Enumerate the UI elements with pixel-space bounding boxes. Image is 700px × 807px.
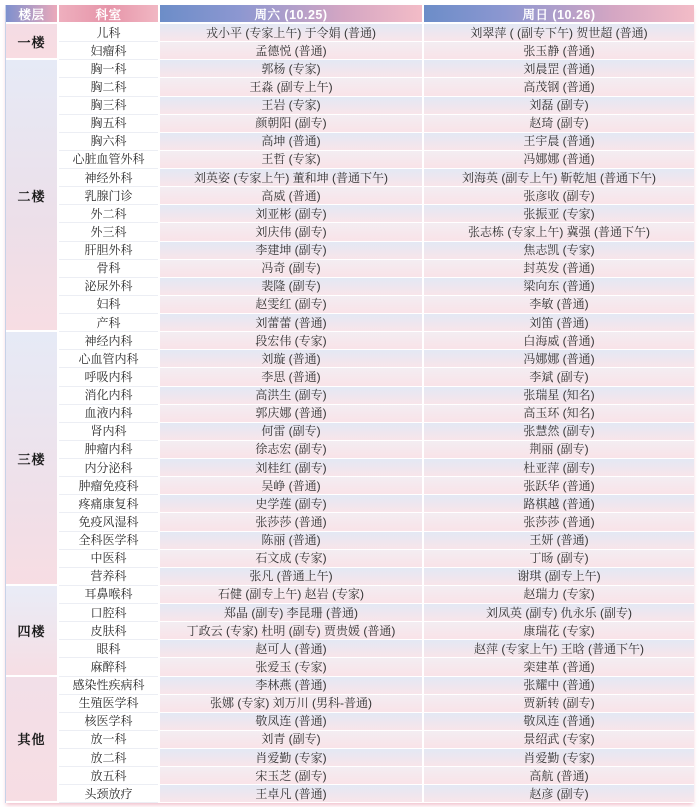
department-cell: 肿瘤免疫科 <box>59 477 158 495</box>
floor-group <box>6 332 694 586</box>
saturday-cell: 张爱玉 (专家) <box>160 658 422 676</box>
floor-label: 其他 <box>6 677 57 804</box>
department-cell: 眼科 <box>59 640 158 658</box>
schedule-row <box>59 187 694 205</box>
department-cell: 免疫风湿科 <box>59 513 158 531</box>
saturday-cell: 宋玉芝 (副专) <box>160 767 422 785</box>
sunday-cell: 杜亚萍 (副专) <box>424 459 694 477</box>
department-cell: 中医科 <box>59 550 158 568</box>
schedule-row <box>59 658 694 676</box>
schedule-table <box>5 5 694 803</box>
saturday-cell: 李思 (普通) <box>160 368 422 386</box>
schedule-row <box>59 260 694 278</box>
sunday-cell: 刘凤英 (副专) 仇永乐 (副专) <box>424 604 694 622</box>
saturday-cell: 王淼 (副专上午) <box>160 78 422 96</box>
schedule-row <box>59 78 694 96</box>
department-cell: 神经内科 <box>59 332 158 350</box>
sunday-cell: 冯娜娜 (普通) <box>424 350 694 368</box>
department-cell: 泌尿外科 <box>59 278 158 296</box>
department-cell: 胸二科 <box>59 78 158 96</box>
department-cell: 儿科 <box>59 24 158 42</box>
header-sunday: 周日 (10.26) <box>424 5 694 22</box>
schedule-row <box>59 459 694 477</box>
schedule-row <box>59 223 694 241</box>
sunday-cell: 丁旸 (副专) <box>424 550 694 568</box>
sunday-cell: 赵萍 (专家上午) 王晗 (普通下午) <box>424 640 694 658</box>
saturday-cell: 丁政云 (专家) 杜明 (副专) 贾贵媛 (普通) <box>160 622 422 640</box>
saturday-cell: 石健 (副专上午) 赵岩 (专家) <box>160 586 422 604</box>
department-cell: 内分泌科 <box>59 459 158 477</box>
schedule-row <box>59 568 694 586</box>
saturday-cell: 刘庆伟 (副专) <box>160 223 422 241</box>
schedule-row <box>59 441 694 459</box>
floor-group <box>6 60 694 332</box>
sunday-cell: 李敏 (普通) <box>424 296 694 314</box>
saturday-cell: 刘青 (副专) <box>160 731 422 749</box>
saturday-cell: 王哲 (专家) <box>160 151 422 169</box>
sunday-cell: 赵琦 (副专) <box>424 115 694 133</box>
department-cell: 血液内科 <box>59 405 158 423</box>
saturday-cell: 刘蕾蕾 (普通) <box>160 314 422 332</box>
department-cell: 口腔科 <box>59 604 158 622</box>
saturday-cell: 李林燕 (普通) <box>160 677 422 695</box>
department-cell: 心血管内科 <box>59 350 158 368</box>
saturday-cell: 王岩 (专家) <box>160 97 422 115</box>
saturday-cell: 戎小平 (专家上午) 于令娟 (普通) <box>160 24 422 42</box>
schedule-row <box>59 278 694 296</box>
saturday-cell: 赵可人 (普通) <box>160 640 422 658</box>
schedule-row <box>59 296 694 314</box>
header-saturday: 周六 (10.25) <box>160 5 422 22</box>
department-cell: 营养科 <box>59 568 158 586</box>
sunday-cell: 赵瑞力 (专家) <box>424 586 694 604</box>
schedule-row <box>59 423 694 441</box>
saturday-cell: 颜朝阳 (副专) <box>160 115 422 133</box>
sunday-cell: 冯娜娜 (普通) <box>424 151 694 169</box>
sunday-cell: 刘笛 (普通) <box>424 314 694 332</box>
saturday-cell: 高洪生 (副专) <box>160 387 422 405</box>
schedule-row <box>59 677 694 695</box>
department-cell: 妇瘤科 <box>59 42 158 60</box>
saturday-cell: 史学莲 (副专) <box>160 495 422 513</box>
sunday-cell: 张玉静 (普通) <box>424 42 694 60</box>
sunday-cell: 敬凤连 (普通) <box>424 713 694 731</box>
sunday-cell: 张莎莎 (普通) <box>424 513 694 531</box>
sunday-cell: 康瑞花 (专家) <box>424 622 694 640</box>
saturday-cell: 吴峥 (普通) <box>160 477 422 495</box>
saturday-cell: 张莎莎 (普通) <box>160 513 422 531</box>
department-cell: 核医学科 <box>59 713 158 731</box>
schedule-row <box>59 785 694 803</box>
saturday-cell: 李建坤 (副专) <box>160 242 422 260</box>
department-cell: 胸六科 <box>59 133 158 151</box>
department-cell: 呼吸内科 <box>59 368 158 386</box>
department-cell: 肿瘤内科 <box>59 441 158 459</box>
saturday-cell: 石文成 (专家) <box>160 550 422 568</box>
sunday-cell: 谢琪 (副专上午) <box>424 568 694 586</box>
sunday-cell: 景绍武 (专家) <box>424 731 694 749</box>
sunday-cell: 李斌 (副专) <box>424 368 694 386</box>
department-cell: 外二科 <box>59 205 158 223</box>
sunday-cell: 白海威 (普通) <box>424 332 694 350</box>
department-cell: 肝胆外科 <box>59 242 158 260</box>
department-cell: 胸一科 <box>59 60 158 78</box>
sunday-cell: 张彦收 (副专) <box>424 187 694 205</box>
schedule-row <box>59 405 694 423</box>
saturday-cell: 刘英姿 (专家上午) 董和坤 (普通下午) <box>160 169 422 187</box>
saturday-cell: 裴隆 (副专) <box>160 278 422 296</box>
schedule-row <box>59 151 694 169</box>
department-cell: 外三科 <box>59 223 158 241</box>
sunday-cell: 赵彦 (副专) <box>424 785 694 803</box>
header-department: 科室 <box>59 5 158 22</box>
schedule-row <box>59 314 694 332</box>
schedule-row <box>59 767 694 785</box>
schedule-row <box>59 332 694 350</box>
floor-group <box>6 586 694 677</box>
schedule-row <box>59 115 694 133</box>
schedule-row <box>59 24 694 42</box>
table-header-row <box>6 5 694 22</box>
saturday-cell: 孟德悦 (普通) <box>160 42 422 60</box>
department-cell: 生殖医学科 <box>59 695 158 713</box>
saturday-cell: 高坤 (普通) <box>160 133 422 151</box>
schedule-row <box>59 42 694 60</box>
saturday-cell: 敬凤连 (普通) <box>160 713 422 731</box>
floor-label: 一楼 <box>6 24 57 60</box>
department-cell: 乳腺门诊 <box>59 187 158 205</box>
floor-label: 三楼 <box>6 332 57 586</box>
floor-group-rows <box>59 60 694 332</box>
department-cell: 胸三科 <box>59 97 158 115</box>
saturday-cell: 郭庆娜 (普通) <box>160 405 422 423</box>
saturday-cell: 段宏伟 (专家) <box>160 332 422 350</box>
schedule-row <box>59 604 694 622</box>
floor-group <box>6 24 694 60</box>
department-cell: 胸五科 <box>59 115 158 133</box>
sunday-cell: 张慧然 (副专) <box>424 423 694 441</box>
department-cell: 头颈放疗 <box>59 785 158 803</box>
schedule-row <box>59 713 694 731</box>
sunday-cell: 王妍 (普通) <box>424 532 694 550</box>
department-cell: 妇科 <box>59 296 158 314</box>
department-cell: 耳鼻喉科 <box>59 586 158 604</box>
sunday-cell: 肖爱勤 (专家) <box>424 749 694 767</box>
saturday-cell: 冯奇 (副专) <box>160 260 422 278</box>
saturday-cell: 高威 (普通) <box>160 187 422 205</box>
sunday-cell: 路棋越 (普通) <box>424 495 694 513</box>
schedule-row <box>59 477 694 495</box>
department-cell: 疼痛康复科 <box>59 495 158 513</box>
sunday-cell: 高茂钢 (普通) <box>424 78 694 96</box>
floor-group-rows <box>59 24 694 60</box>
department-cell: 放二科 <box>59 749 158 767</box>
schedule-row <box>59 640 694 658</box>
schedule-row <box>59 550 694 568</box>
schedule-row <box>59 242 694 260</box>
department-cell: 骨科 <box>59 260 158 278</box>
schedule-row <box>59 205 694 223</box>
saturday-cell: 张凡 (普通上午) <box>160 568 422 586</box>
saturday-cell: 赵雯红 (副专) <box>160 296 422 314</box>
saturday-cell: 何雷 (副专) <box>160 423 422 441</box>
saturday-cell: 肖爱勤 (专家) <box>160 749 422 767</box>
saturday-cell: 郭杨 (专家) <box>160 60 422 78</box>
sunday-cell: 张瑞星 (知名) <box>424 387 694 405</box>
sunday-cell: 张耀中 (普通) <box>424 677 694 695</box>
sunday-cell: 张志栋 (专家上午) 冀强 (普通下午) <box>424 223 694 241</box>
department-cell: 皮肤科 <box>59 622 158 640</box>
floor-group-rows <box>59 677 694 804</box>
sunday-cell: 栾建革 (普通) <box>424 658 694 676</box>
department-cell: 神经外科 <box>59 169 158 187</box>
department-cell: 感染性疾病科 <box>59 677 158 695</box>
saturday-cell: 张娜 (专家) 刘万川 (男科-普通) <box>160 695 422 713</box>
saturday-cell: 王卓凡 (普通) <box>160 785 422 803</box>
schedule-row <box>59 387 694 405</box>
header-floor: 楼层 <box>6 5 57 22</box>
schedule-row <box>59 695 694 713</box>
sunday-cell: 刘海英 (副专上午) 靳乾旭 (普通下午) <box>424 169 694 187</box>
department-cell: 放一科 <box>59 731 158 749</box>
saturday-cell: 刘桂红 (副专) <box>160 459 422 477</box>
schedule-row <box>59 169 694 187</box>
sunday-cell: 刘翠萍 ( (副专下午) 贺世超 (普通) <box>424 24 694 42</box>
floor-group-rows <box>59 332 694 586</box>
department-cell: 消化内科 <box>59 387 158 405</box>
saturday-cell: 郑晶 (副专) 李昆珊 (普通) <box>160 604 422 622</box>
department-cell: 全科医学科 <box>59 532 158 550</box>
sunday-cell: 王宇晨 (普通) <box>424 133 694 151</box>
schedule-row <box>59 586 694 604</box>
floor-label: 二楼 <box>6 60 57 332</box>
sunday-cell: 高玉环 (知名) <box>424 405 694 423</box>
schedule-row <box>59 532 694 550</box>
schedule-row <box>59 350 694 368</box>
department-cell: 麻醉科 <box>59 658 158 676</box>
schedule-row <box>59 97 694 115</box>
schedule-row <box>59 133 694 151</box>
saturday-cell: 陈丽 (普通) <box>160 532 422 550</box>
sunday-cell: 梁向东 (普通) <box>424 278 694 296</box>
table-body <box>6 24 694 803</box>
department-cell: 肾内科 <box>59 423 158 441</box>
sunday-cell: 刘磊 (副专) <box>424 97 694 115</box>
sunday-cell: 张振亚 (专家) <box>424 205 694 223</box>
floor-label: 四楼 <box>6 586 57 677</box>
schedule-row <box>59 622 694 640</box>
schedule-row <box>59 731 694 749</box>
saturday-cell: 刘亚彬 (副专) <box>160 205 422 223</box>
schedule-row <box>59 60 694 78</box>
schedule-row <box>59 495 694 513</box>
department-cell: 产科 <box>59 314 158 332</box>
department-cell: 放五科 <box>59 767 158 785</box>
sunday-cell: 贾新转 (副专) <box>424 695 694 713</box>
saturday-cell: 刘璇 (普通) <box>160 350 422 368</box>
saturday-cell: 徐志宏 (副专) <box>160 441 422 459</box>
sunday-cell: 焦志凯 (专家) <box>424 242 694 260</box>
sunday-cell: 高航 (普通) <box>424 767 694 785</box>
sunday-cell: 张跃华 (普通) <box>424 477 694 495</box>
sunday-cell: 封英发 (普通) <box>424 260 694 278</box>
schedule-row <box>59 368 694 386</box>
department-cell: 心脏血管外科 <box>59 151 158 169</box>
schedule-row <box>59 513 694 531</box>
sunday-cell: 刘晨罡 (普通) <box>424 60 694 78</box>
floor-group-rows <box>59 586 694 677</box>
floor-group <box>6 677 694 804</box>
schedule-row <box>59 749 694 767</box>
sunday-cell: 荆丽 (副专) <box>424 441 694 459</box>
